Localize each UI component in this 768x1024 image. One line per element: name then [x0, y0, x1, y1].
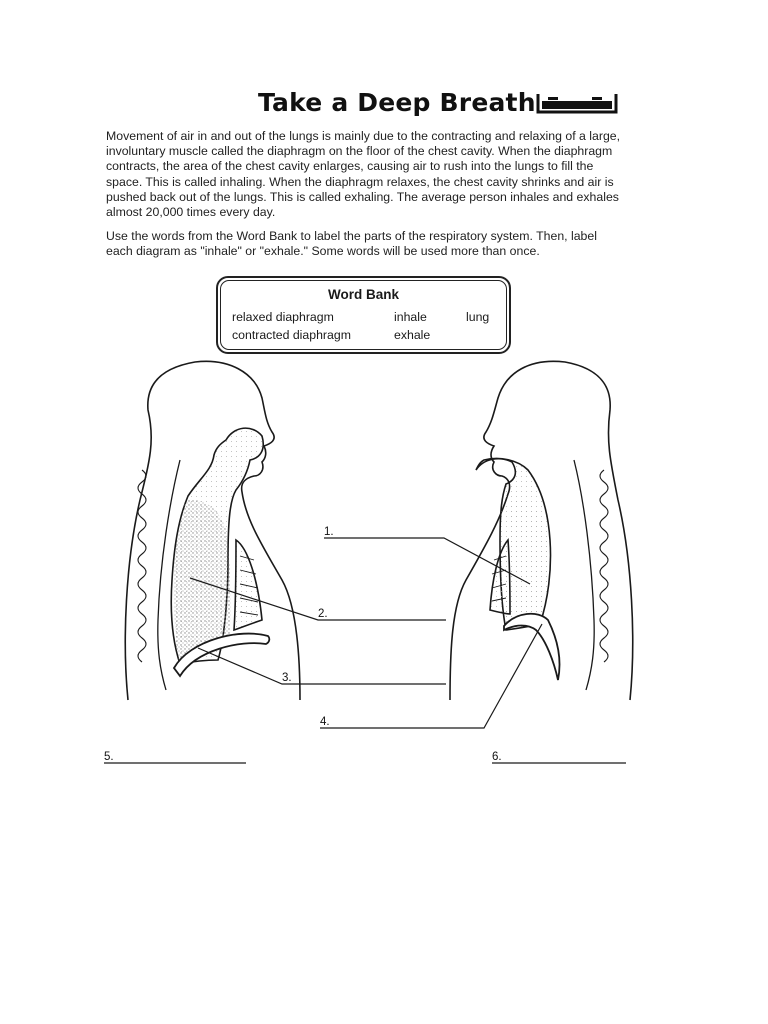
word-relaxed-diaphragm: relaxed diaphragm	[232, 310, 334, 324]
left-figure	[125, 361, 300, 700]
label-5: 5.	[104, 751, 114, 763]
intro-paragraph: Movement of air in and out of the lungs is mainly due to the contracting and relaxing of a large, involuntary muscle called the diaphragm on the floor of the chest cavity. When the diaphragm contracts, the area of the chest cavity enlarges, causing air to rush into the lungs to fill the space. This is called inhaling. When the diaphragm relaxes, the chest cavity shrinks and air is pushed back out of the lungs. This is called exhaling. The average person inhales and exhales almost 20,000 times every day.	[106, 129, 621, 220]
label-4: 4.	[320, 716, 330, 728]
label-6: 6.	[492, 751, 502, 763]
page-title: Take a Deep Breath	[258, 88, 536, 117]
right-spine-front	[574, 460, 594, 690]
right-figure	[450, 361, 633, 700]
word-exhale: exhale	[394, 328, 431, 342]
left-heart	[234, 540, 262, 630]
instructions-paragraph: Use the words from the Word Bank to label the parts of the respiratory system. Then, label each diagram as "inhale" or "exhale." Some words will be used more than once.	[106, 229, 597, 259]
word-contracted-diaphragm: contracted diaphragm	[232, 328, 351, 342]
label-3: 3.	[282, 672, 292, 684]
left-spine-wave	[138, 470, 146, 662]
label-1: 1.	[324, 526, 334, 538]
leader-3	[198, 648, 446, 684]
label-2: 2.	[318, 608, 328, 620]
right-diaphragm	[504, 614, 560, 680]
word-lung: lung	[466, 310, 490, 324]
word-inhale: inhale	[394, 310, 427, 324]
right-spine-wave	[600, 470, 608, 662]
leader-4	[320, 624, 542, 728]
word-bank-title: Word Bank	[327, 287, 399, 302]
